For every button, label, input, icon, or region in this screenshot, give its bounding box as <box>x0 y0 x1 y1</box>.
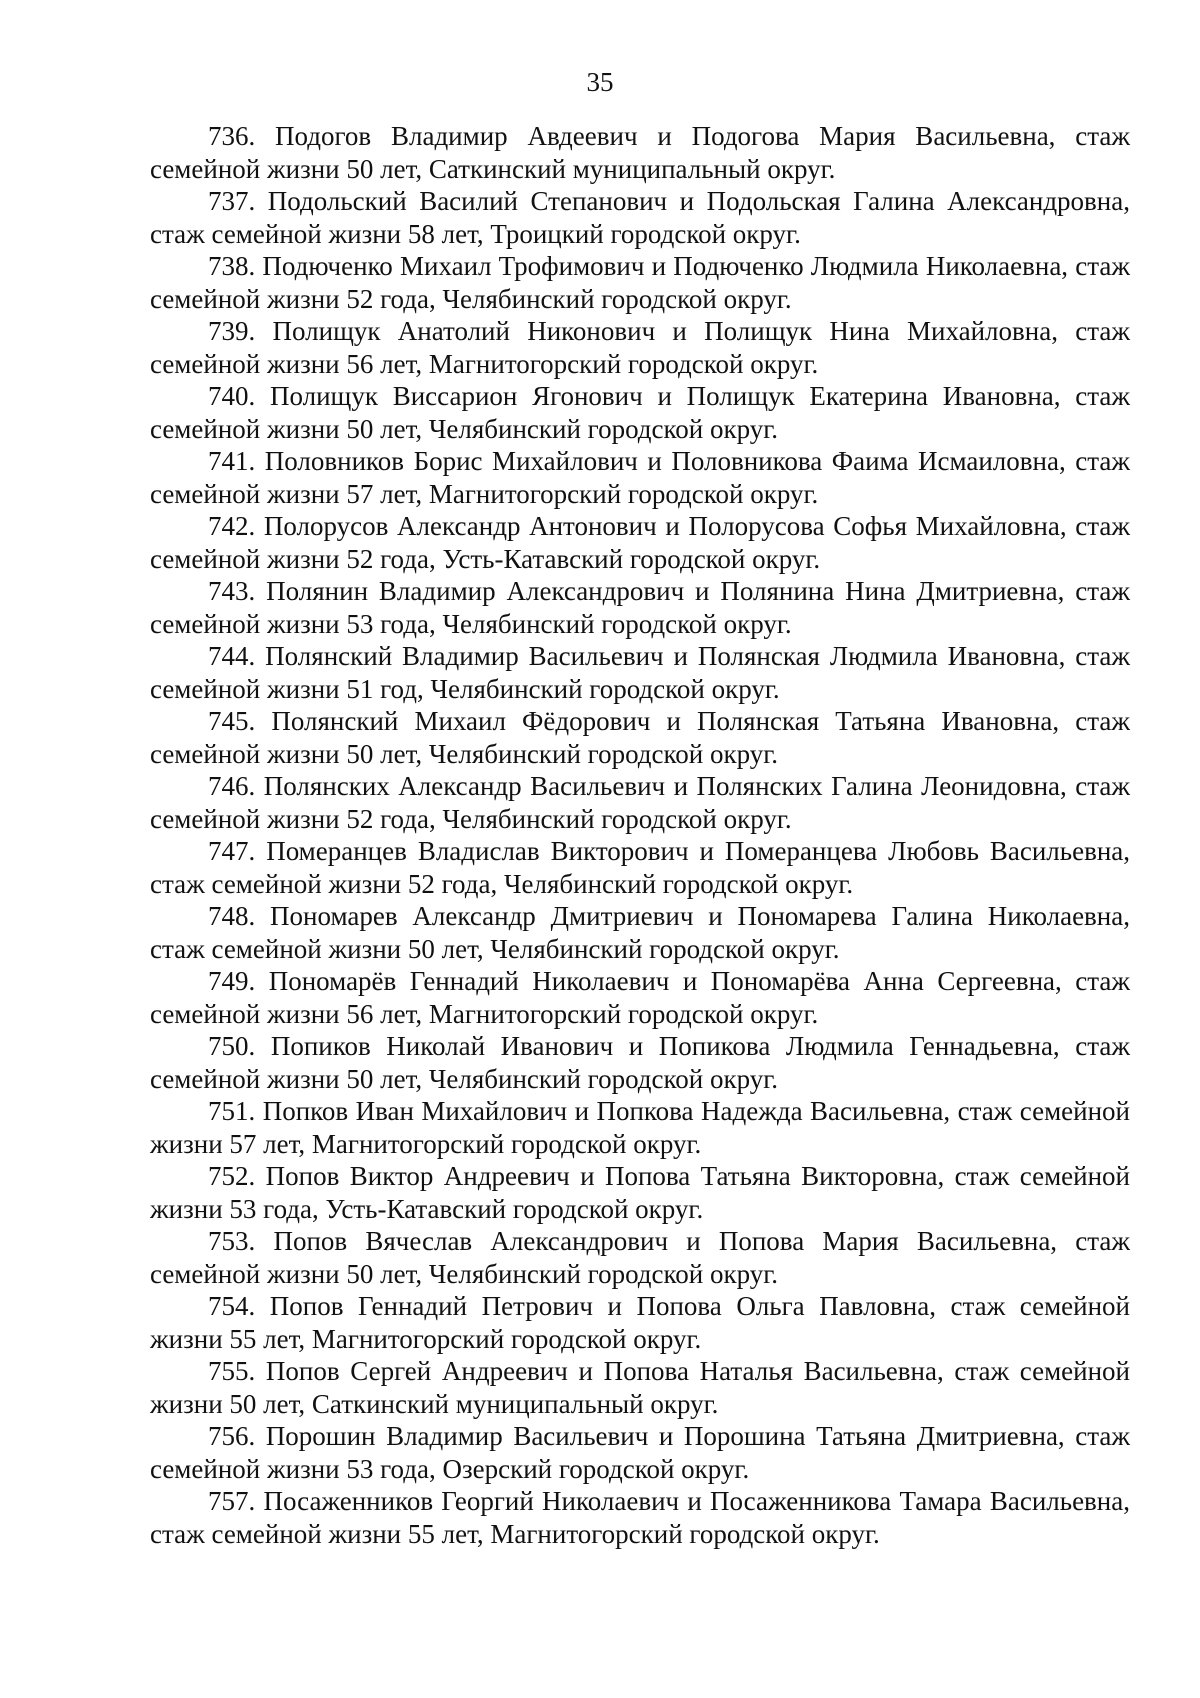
list-item: 755. Попов Сергей Андреевич и Попова Наталья Васильевна, стаж семейной жизни 50 лет, Саткинский муниципальный округ. <box>150 1356 1130 1419</box>
list-item: 748. Пономарев Александр Дмитриевич и Пономарева Галина Николаевна, стаж семейной жизни 50 лет, Челябинский городской округ. <box>150 901 1130 964</box>
list-item: 743. Полянин Владимир Александрович и Полянина Нина Дмитриевна, стаж семейной жизни 53 года, Челябинский городской округ. <box>150 576 1130 639</box>
list-item: 754. Попов Геннадий Петрович и Попова Ольга Павловна, стаж семейной жизни 55 лет, Магнитогорский городской округ. <box>150 1291 1130 1354</box>
list-item: 751. Попков Иван Михайлович и Попкова Надежда Васильевна, стаж семейной жизни 57 лет, Магнитогорский городской округ. <box>150 1096 1130 1159</box>
list-item: 750. Попиков Николай Иванович и Попикова Людмила Геннадьевна, стаж семейной жизни 50 лет, Челябинский городской округ. <box>150 1031 1130 1094</box>
list-item: 742. Полорусов Александр Антонович и Полорусова Софья Михайловна, стаж семейной жизни 52 года, Усть-Катавский городской округ. <box>150 511 1130 574</box>
list-item: 736. Подогов Владимир Авдеевич и Подогова Мария Васильевна, стаж семейной жизни 50 лет, Саткинский муниципальный округ. <box>150 121 1130 184</box>
list-item: 757. Посаженников Георгий Николаевич и Посаженникова Тамара Васильевна, стаж семейной жизни 55 лет, Магнитогорский городской округ. <box>150 1486 1130 1549</box>
entry-list <box>150 120 1130 1550</box>
list-item: 753. Попов Вячеслав Александрович и Попова Мария Васильевна, стаж семейной жизни 50 лет, Челябинский городской округ. <box>150 1226 1130 1289</box>
list-item: 744. Полянский Владимир Васильевич и Полянская Людмила Ивановна, стаж семейной жизни 51 год, Челябинский городской округ. <box>150 641 1130 704</box>
page-number: 35 <box>586 67 614 97</box>
list-item: 756. Порошин Владимир Васильевич и Порошина Татьяна Дмитриевна, стаж семейной жизни 53 года, Озерский городской округ. <box>150 1421 1130 1484</box>
list-item: 752. Попов Виктор Андреевич и Попова Татьяна Викторовна, стаж семейной жизни 53 года, Усть-Катавский городской округ. <box>150 1161 1130 1224</box>
list-item: 741. Половников Борис Михайлович и Половникова Фаима Исмаиловна, стаж семейной жизни 57 лет, Магнитогорский городской округ. <box>150 446 1130 509</box>
list-item: 740. Полищук Виссарион Ягонович и Полищук Екатерина Ивановна, стаж семейной жизни 50 лет, Челябинский городской округ. <box>150 381 1130 444</box>
list-item: 747. Померанцев Владислав Викторович и Померанцева Любовь Васильевна, стаж семейной жизни 52 года, Челябинский городской округ. <box>150 836 1130 899</box>
list-item: 745. Полянский Михаил Фёдорович и Полянская Татьяна Ивановна, стаж семейной жизни 50 лет, Челябинский городской округ. <box>150 706 1130 769</box>
list-item: 738. Подюченко Михаил Трофимович и Подюченко Людмила Николаевна, стаж семейной жизни 52 года, Челябинский городской округ. <box>150 251 1130 314</box>
list-item: 749. Пономарёв Геннадий Николаевич и Пономарёва Анна Сергеевна, стаж семейной жизни 56 лет, Магнитогорский городской округ. <box>150 966 1130 1029</box>
list-item: 746. Полянских Александр Васильевич и Полянских Галина Леонидовна, стаж семейной жизни 52 года, Челябинский городской округ. <box>150 771 1130 834</box>
list-item: 737. Подольский Василий Степанович и Подольская Галина Александровна, стаж семейной жизни 58 лет, Троицкий городской округ. <box>150 186 1130 249</box>
list-item: 739. Полищук Анатолий Никонович и Полищук Нина Михайловна, стаж семейной жизни 56 лет, Магнитогорский городской округ. <box>150 316 1130 379</box>
